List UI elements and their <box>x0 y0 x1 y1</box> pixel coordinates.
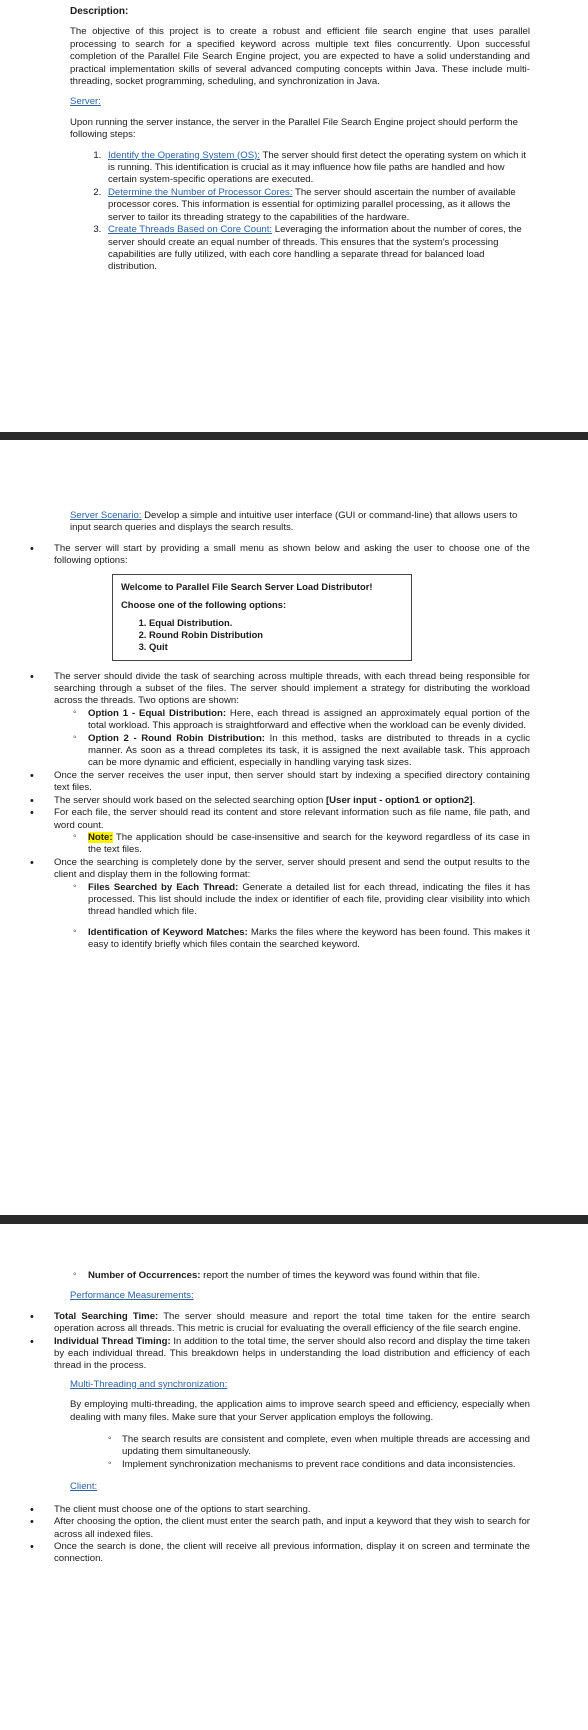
menu-choose: Choose one of the following options: <box>121 598 287 610</box>
option-1-text: Here, each thread is assigned an approximately equal portion of the total workload. This approach is straightforward and effective when the workload can be evenly divided. <box>88 707 530 732</box>
thread-timing-title: Individual Thread Timing: <box>54 1335 171 1347</box>
option-2-text: In this method, tasks are distributed to threads in a cyclic manner. As soon as a thread completes its task, it is assigned the next available task. This approach can be more dynamic and efficient, especially in handling varying task sizes. <box>88 732 530 769</box>
bullet-read: • For each file, the server should read its content and store relevant information such as file name, file path, and word count. <box>0 807 530 832</box>
occurrences-item <box>0 1270 530 1282</box>
client-heading-link[interactable]: Client: <box>70 1481 98 1493</box>
bullet-option-post: . <box>472 794 476 806</box>
total-time-item <box>0 1311 530 1336</box>
bullet-option-pre: The server should work based on the selected searching option <box>54 794 326 806</box>
bullet-present: • Once the searching is completely done by the server, server should present and send the output results to the client and display them in the following format: <box>0 857 530 882</box>
menu-option-2: 2. Round Robin Distribution <box>149 629 403 641</box>
page-1 <box>0 0 588 432</box>
scenario-bullets-2 <box>0 770 530 832</box>
bullet-option-bold: [User input - option1 or option2] <box>325 794 473 806</box>
client-list <box>0 1504 530 1566</box>
keyword-matches-title: Identification of Keyword Matches: <box>88 926 248 938</box>
occurrences-list <box>0 1270 530 1282</box>
mt-item-2: ◦ Implement synchronization mechanisms to prevent race conditions and data inconsistencies. <box>70 1459 530 1471</box>
description-heading: Description: <box>70 6 129 17</box>
distribution-options <box>0 708 530 770</box>
server-heading-link[interactable]: Server: <box>70 96 101 108</box>
bullet-divide <box>0 671 530 708</box>
step-1-text: The server should first detect the operating system on which it is running. This identification is crucial as it may influence how file paths are handled and how certain system-specific operations are executed. <box>108 149 526 186</box>
multithreading-heading-link[interactable]: Multi-Threading and synchronization: <box>70 1378 228 1390</box>
page-separator-1 <box>0 432 588 440</box>
performance-heading <box>70 1290 530 1302</box>
option-1-title: Option 1 - Equal Distribution: <box>88 707 227 719</box>
page-3 <box>0 1224 588 1730</box>
description-text: The objective of this project is to create a robust and efficient file search engine that uses parallel processing to search for a specified keyword across multiple text files concurrently. Upon successful completion of the Parallel File Search Engine project, you are expected to have a solid understanding and practical implementation skills of several advanced computing concepts within Java. These include multi-threading, socket programming, scheduling, and synchronization in Java. <box>70 26 530 88</box>
files-searched-text: Generate a detailed list for each thread, indicating the files it has processed. This list should include the index or identifier of each file, providing clear visibility into which thread handled which file. <box>88 881 530 918</box>
step-2-link[interactable]: Determine the Number of Processor Cores: <box>108 186 293 198</box>
scenario-bullets <box>0 543 530 708</box>
bullet-option <box>0 795 530 807</box>
step-1-link[interactable]: Identify the Operating System (OS): <box>108 149 260 161</box>
thread-timing-text: In addition to the total time, the server should also record and display the time taken by each individual thread. This breakdown helps in understanding the load distribution and efficiency of each thread in the process. <box>54 1335 530 1372</box>
keyword-matches-item <box>0 927 530 952</box>
note-label: Note: <box>88 831 113 843</box>
server-scenario-link[interactable]: Server Scenario: <box>70 510 142 521</box>
server-step-2 <box>104 187 530 224</box>
server-steps-list <box>70 150 530 274</box>
menu-welcome: Welcome to Parallel File Search Server Load Distributor! <box>121 580 373 592</box>
keyword-matches-text: Marks the files where the keyword has been found. This makes it easy to identify briefly which files contain the searched keyword. <box>88 926 530 951</box>
menu-box <box>112 574 412 661</box>
server-step-1 <box>104 150 530 187</box>
multithreading-list <box>70 1434 530 1471</box>
thread-timing-item <box>0 1336 530 1373</box>
step-2-text: The server should ascertain the number of available processor cores. This information is essential for optimizing parallel processing, as it allows the server to tailor its threading strategy to the capabilities of the hardware. <box>108 186 516 223</box>
bullet-menu <box>0 543 530 661</box>
multithreading-text: By employing multi-threading, the application aims to improve search speed and efficiency, especially when dealing with many files. Make sure that your Server application employs the following. <box>70 1399 530 1423</box>
total-time-title: Total Searching Time: <box>54 1310 159 1322</box>
menu-option-1: 1. Equal Distribution. <box>149 617 403 629</box>
note-text: The application should be case-insensitive and search for the keyword regardless of its case in the text files. <box>88 831 530 856</box>
server-scenario <box>70 510 530 535</box>
performance-heading-link[interactable]: Performance Measurements: <box>70 1290 194 1302</box>
page-separator-2 <box>0 1215 588 1224</box>
scenario-bullets-3 <box>0 857 530 882</box>
option-2-item <box>0 733 530 770</box>
menu-option-3: 3. Quit <box>149 641 403 653</box>
occurrences-title: Number of Occurrences: <box>88 1270 201 1281</box>
client-heading <box>70 1481 530 1493</box>
mt-item-1: ◦ The search results are consistent and complete, even when multiple threads are accessing and updating them simultaneously. <box>70 1434 530 1459</box>
occurrences-text: report the number of times the keyword was found within that file. <box>200 1270 480 1281</box>
files-searched-item <box>0 882 530 919</box>
total-time-text: The server should measure and report the total time taken for the entire search operation across all threads. This metric is crucial for evaluating the overall efficiency of the file search engine. <box>54 1310 530 1335</box>
step-3-link[interactable]: Create Threads Based on Core Count: <box>108 224 273 236</box>
performance-list <box>0 1311 530 1373</box>
output-format-list <box>0 882 530 952</box>
page-2 <box>0 440 588 1215</box>
option-2-title: Option 2 - Round Robin Distribution: <box>88 732 266 744</box>
menu-options <box>121 617 403 653</box>
client-item-3: • Once the search is done, the client will receive all previous information, display it on screen and terminate the connection. <box>0 1541 530 1566</box>
note-item <box>0 832 530 857</box>
note-list <box>0 832 530 857</box>
files-searched-title: Files Searched by Each Thread: <box>88 881 239 893</box>
step-3-text: Leveraging the information about the number of cores, the server should create an equal number of threads. This ensures that the system's processing capabilities are fully utilized, with each core handling a separate thread for balanced load distribution. <box>108 224 522 273</box>
client-item-2: • After choosing the option, the client must enter the search path, and input a keyword that they wish to search for across all indexed files. <box>0 1516 530 1541</box>
server-scenario-text: Develop a simple and intuitive user interface (GUI or command-line) that allows users to input search queries and displays the search results. <box>70 510 518 534</box>
bullet-index: • Once the server receives the user input, then server should start by indexing a specified directory containing text files. <box>0 770 530 795</box>
server-heading <box>70 96 530 108</box>
multithreading-heading <box>70 1379 530 1391</box>
client-item-1: • The client must choose one of the options to start searching. <box>0 1504 530 1516</box>
option-1-item <box>0 708 530 733</box>
server-intro: Upon running the server instance, the server in the Parallel File Search Engine project should perform the following steps: <box>70 116 518 141</box>
server-step-3 <box>104 224 530 274</box>
bullet-menu-text: The server will start by providing a small menu as shown below and asking the user to choose one of the following options: <box>54 542 530 567</box>
bullet-divide-text: The server should divide the task of searching across multiple threads, with each thread being responsible for searching through a subset of the files. The server should implement a strategy for distributing the workload across the threads. Two options are shown: <box>54 670 530 707</box>
